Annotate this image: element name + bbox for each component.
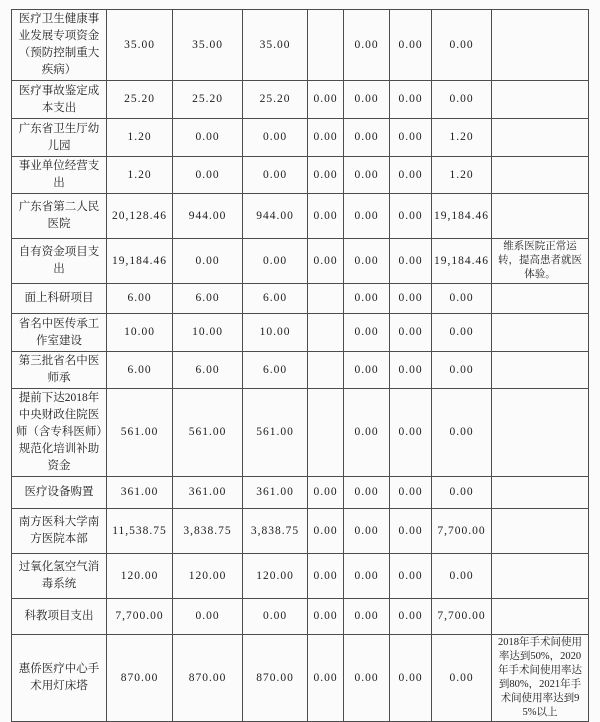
amount-cell: 0.00 [432, 314, 492, 352]
amount-cell: 20,128.46 [107, 194, 173, 239]
amount-cell: 0.00 [308, 599, 344, 635]
amount-cell: 0.00 [390, 477, 432, 509]
project-name-cell: 惠侨医疗中心手术用灯床塔 [12, 635, 107, 722]
table-row [12, 157, 589, 194]
table-row [12, 119, 589, 157]
amount-cell: 0.00 [173, 239, 243, 284]
project-name-cell: 面上科研项目 [12, 284, 107, 314]
project-name-cell: 自有资金项目支出 [12, 239, 107, 284]
table-row [12, 352, 589, 389]
amount-cell: 0.00 [390, 194, 432, 239]
amount-cell: 0.00 [243, 119, 308, 157]
amount-cell: 0.00 [390, 81, 432, 119]
amount-cell: 0.00 [344, 157, 390, 194]
remark-cell [492, 157, 589, 194]
amount-cell: 0.00 [308, 239, 344, 284]
amount-cell: 0.00 [432, 477, 492, 509]
remark-cell [492, 119, 589, 157]
amount-cell: 561.00 [173, 389, 243, 477]
budget-project-table [11, 9, 589, 722]
amount-cell: 0.00 [344, 477, 390, 509]
table-row [12, 635, 589, 722]
amount-cell: 1.20 [107, 119, 173, 157]
amount-cell: 0.00 [344, 81, 390, 119]
table-row [12, 10, 589, 81]
remark-cell: 2018年手术间使用率达到50%，2020年手术间使用率达到80%，2021年手术间使用率达到95%以上 [492, 635, 589, 722]
amount-cell: 19,184.46 [107, 239, 173, 284]
amount-cell: 19,184.46 [432, 194, 492, 239]
remark-cell: 维系医院正常运转，提高患者就医体验。 [492, 239, 589, 284]
amount-cell: 35.00 [243, 10, 308, 81]
amount-cell: 0.00 [344, 509, 390, 554]
table-row [12, 284, 589, 314]
amount-cell: 870.00 [173, 635, 243, 722]
amount-cell: 0.00 [344, 10, 390, 81]
amount-cell: 3,838.75 [243, 509, 308, 554]
project-name-cell: 南方医科大学南方医院本部 [12, 509, 107, 554]
amount-cell: 0.00 [432, 352, 492, 389]
amount-cell: 25.20 [107, 81, 173, 119]
amount-cell: 0.00 [344, 599, 390, 635]
amount-cell: 0.00 [390, 239, 432, 284]
project-name-cell: 科教项目支出 [12, 599, 107, 635]
table-row [12, 314, 589, 352]
amount-cell [308, 284, 344, 314]
amount-cell: 19,184.46 [432, 239, 492, 284]
amount-cell: 0.00 [308, 194, 344, 239]
remark-cell [492, 284, 589, 314]
project-name-cell: 广东省卫生厅幼儿园 [12, 119, 107, 157]
amount-cell: 0.00 [173, 599, 243, 635]
table-row [12, 389, 589, 477]
project-name-cell: 事业单位经营支出 [12, 157, 107, 194]
amount-cell: 0.00 [344, 314, 390, 352]
remark-cell [492, 314, 589, 352]
amount-cell: 6.00 [173, 284, 243, 314]
amount-cell: 3,838.75 [173, 509, 243, 554]
amount-cell [308, 389, 344, 477]
amount-cell: 0.00 [344, 635, 390, 722]
amount-cell: 0.00 [344, 554, 390, 599]
table-row [12, 509, 589, 554]
table-row [12, 599, 589, 635]
amount-cell: 0.00 [432, 635, 492, 722]
amount-cell: 561.00 [107, 389, 173, 477]
amount-cell: 0.00 [344, 239, 390, 284]
amount-cell: 120.00 [173, 554, 243, 599]
amount-cell: 0.00 [390, 389, 432, 477]
amount-cell: 6.00 [243, 284, 308, 314]
amount-cell: 0.00 [308, 157, 344, 194]
remark-cell [492, 509, 589, 554]
amount-cell: 0.00 [390, 352, 432, 389]
table-row [12, 554, 589, 599]
amount-cell: 0.00 [390, 284, 432, 314]
amount-cell: 0.00 [173, 119, 243, 157]
table-row [12, 81, 589, 119]
amount-cell: 10.00 [107, 314, 173, 352]
amount-cell [308, 10, 344, 81]
amount-cell: 1.20 [432, 157, 492, 194]
amount-cell: 6.00 [107, 284, 173, 314]
remark-cell [492, 352, 589, 389]
project-name-cell: 提前下达2018年中央财政住院医师（含专科医师）规范化培训补助资金 [12, 389, 107, 477]
amount-cell: 7,700.00 [107, 599, 173, 635]
amount-cell: 10.00 [173, 314, 243, 352]
project-name-cell: 广东省第二人民医院 [12, 194, 107, 239]
amount-cell: 0.00 [308, 119, 344, 157]
amount-cell: 0.00 [432, 10, 492, 81]
amount-cell: 25.20 [243, 81, 308, 119]
amount-cell: 0.00 [344, 352, 390, 389]
amount-cell: 0.00 [344, 119, 390, 157]
project-name-cell: 医疗事故鉴定成本支出 [12, 81, 107, 119]
project-name-cell: 医疗卫生健康事业发展专项资金（预防控制重大疾病） [12, 10, 107, 81]
remark-cell [492, 477, 589, 509]
amount-cell: 0.00 [308, 554, 344, 599]
amount-cell: 10.00 [243, 314, 308, 352]
amount-cell: 120.00 [107, 554, 173, 599]
amount-cell: 0.00 [390, 599, 432, 635]
amount-cell: 0.00 [344, 284, 390, 314]
amount-cell: 0.00 [390, 157, 432, 194]
table-row [12, 477, 589, 509]
remark-cell [492, 389, 589, 477]
amount-cell: 7,700.00 [432, 509, 492, 554]
amount-cell: 0.00 [173, 157, 243, 194]
remark-cell [492, 599, 589, 635]
amount-cell: 0.00 [432, 389, 492, 477]
amount-cell: 944.00 [243, 194, 308, 239]
amount-cell: 0.00 [308, 509, 344, 554]
amount-cell: 0.00 [432, 81, 492, 119]
remark-cell [492, 554, 589, 599]
amount-cell: 0.00 [344, 194, 390, 239]
project-name-cell: 过氧化氢空气消毒系统 [12, 554, 107, 599]
amount-cell: 0.00 [308, 477, 344, 509]
table-row [12, 194, 589, 239]
amount-cell: 0.00 [390, 509, 432, 554]
amount-cell: 0.00 [390, 10, 432, 81]
project-name-cell: 第三批省名中医师承 [12, 352, 107, 389]
project-name-cell: 医疗设备购置 [12, 477, 107, 509]
amount-cell: 6.00 [107, 352, 173, 389]
amount-cell: 0.00 [308, 635, 344, 722]
amount-cell: 0.00 [390, 119, 432, 157]
remark-cell [492, 194, 589, 239]
amount-cell: 11,538.75 [107, 509, 173, 554]
table-row [12, 239, 589, 284]
amount-cell: 120.00 [243, 554, 308, 599]
amount-cell: 0.00 [308, 81, 344, 119]
amount-cell: 0.00 [432, 554, 492, 599]
amount-cell: 25.20 [173, 81, 243, 119]
amount-cell [308, 352, 344, 389]
amount-cell: 361.00 [173, 477, 243, 509]
amount-cell: 0.00 [390, 554, 432, 599]
amount-cell: 944.00 [173, 194, 243, 239]
amount-cell: 361.00 [243, 477, 308, 509]
amount-cell: 6.00 [243, 352, 308, 389]
amount-cell: 0.00 [344, 389, 390, 477]
remark-cell [492, 10, 589, 81]
amount-cell: 0.00 [390, 314, 432, 352]
amount-cell: 561.00 [243, 389, 308, 477]
table-body [12, 10, 589, 722]
amount-cell: 6.00 [173, 352, 243, 389]
amount-cell: 7,700.00 [432, 599, 492, 635]
amount-cell: 0.00 [243, 239, 308, 284]
amount-cell [308, 314, 344, 352]
amount-cell: 0.00 [243, 599, 308, 635]
amount-cell: 361.00 [107, 477, 173, 509]
amount-cell: 0.00 [243, 157, 308, 194]
remark-cell [492, 81, 589, 119]
amount-cell: 1.20 [432, 119, 492, 157]
amount-cell: 35.00 [107, 10, 173, 81]
amount-cell: 870.00 [243, 635, 308, 722]
amount-cell: 1.20 [107, 157, 173, 194]
amount-cell: 35.00 [173, 10, 243, 81]
project-name-cell: 省名中医传承工作室建设 [12, 314, 107, 352]
amount-cell: 0.00 [390, 635, 432, 722]
amount-cell: 870.00 [107, 635, 173, 722]
amount-cell: 0.00 [432, 284, 492, 314]
